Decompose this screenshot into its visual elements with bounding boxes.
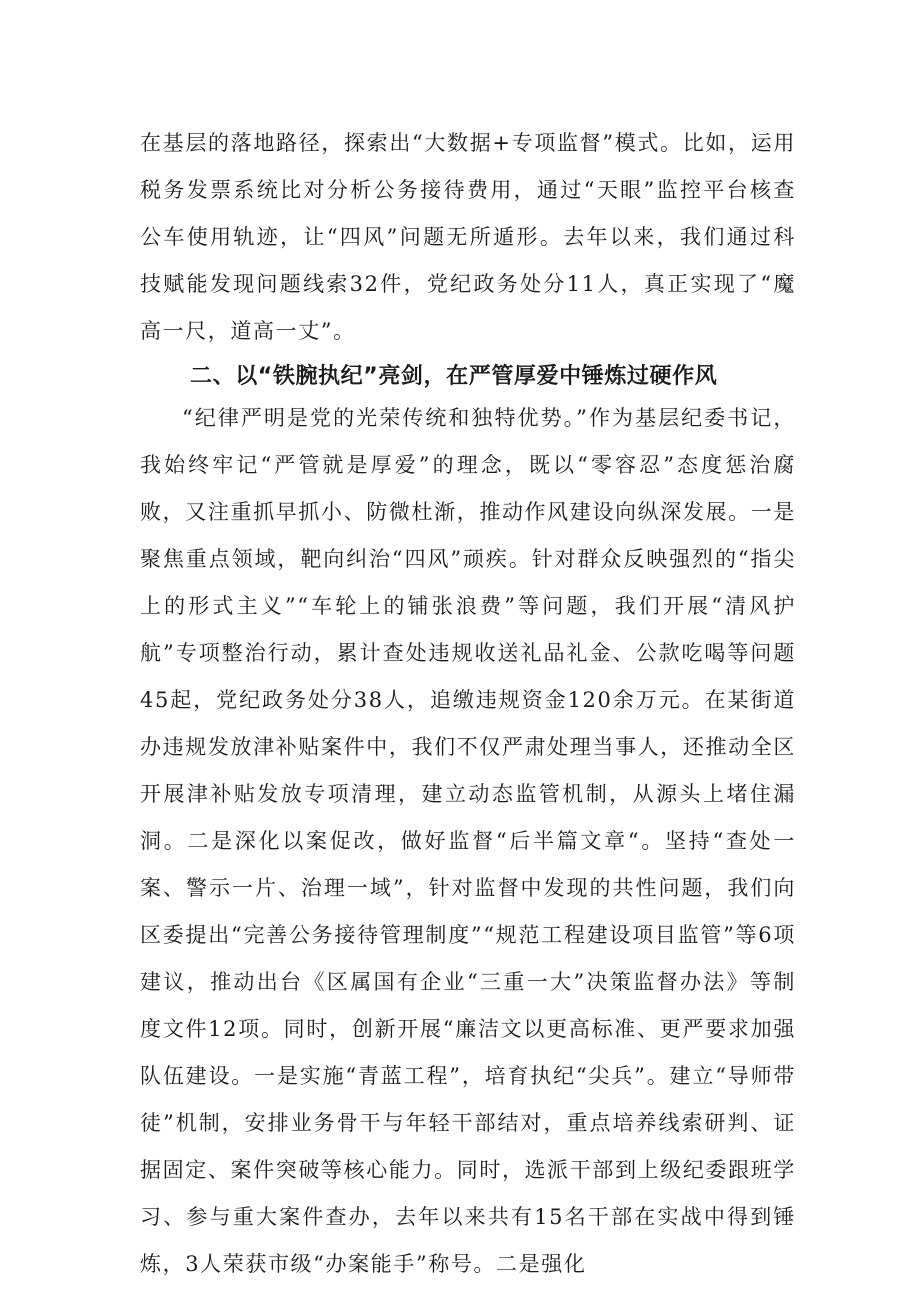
- body-paragraph-1: 在基层的落地路径，探索出“大数据+专项监督”模式。比如，运用税务发票系统比对分析公务接待费用，通过“天眼”监控平台核查公车使用轨迹，让“四风”问题无所遁形。去年以来，我们通过科技赋能发现问题线索32件，党纪政务处分11人，真正实现了“魔高一尺，道高一丈”。: [140, 131, 796, 343]
- section-heading: 二、以“铁腕执纪”亮剑，在严管厚爱中锤炼过硬作风: [190, 364, 718, 389]
- body-paragraph-2: “纪律严明是党的光荣传统和独特优势。”作为基层纪委书记，我始终牢记“严管就是厚爱”的理念，既以“零容忍”态度惩治腐败，又注重抓早抓小、防微杜渐，推动作风建设向纵深发展。一是聚焦重点领域，靶向纠治“四风”顽疾。针对群众反映强烈的“指尖上的形式主义”“车轮上的铺张浪费”等问题，我们开展“清风护航”专项整治行动，累计查处违规收送礼品礼金、公款吃喝等问题45起，党纪政务处分38人，追缴违规资金120余万元。在某街道办违规发放津补贴案件中，我们不仅严肃处理当事人，还推动全区开展津补贴发放专项清理，建立动态监管机制，从源头上堵住漏洞。二是深化以案促改，做好监督“后半篇文章“。坚持“查处一案、警示一片、治理一域”，针对监督中发现的共性问题，我们向区委提出“完善公务接待管理制度”“规范工程建设项目监管”等6项建议，推动出台《区属国有企业“三重一大”决策监督办法》等制度文件12项。同时，创新开展“廉洁文以更高标准、更严要求加强队伍建设。一是实施“青蓝工程”，培育执纪“尖兵”。建立“导师带徒”机制，安排业务骨干与年轻干部结对，重点培养线索研判、证据固定、案件突破等核心能力。同时，选派干部到上级纪委跟班学习、参与重大案件查办，去年以来共有15名干部在实战中得到锤炼，3人荣获市级“办案能手”称号。二是强化: [140, 406, 796, 1276]
